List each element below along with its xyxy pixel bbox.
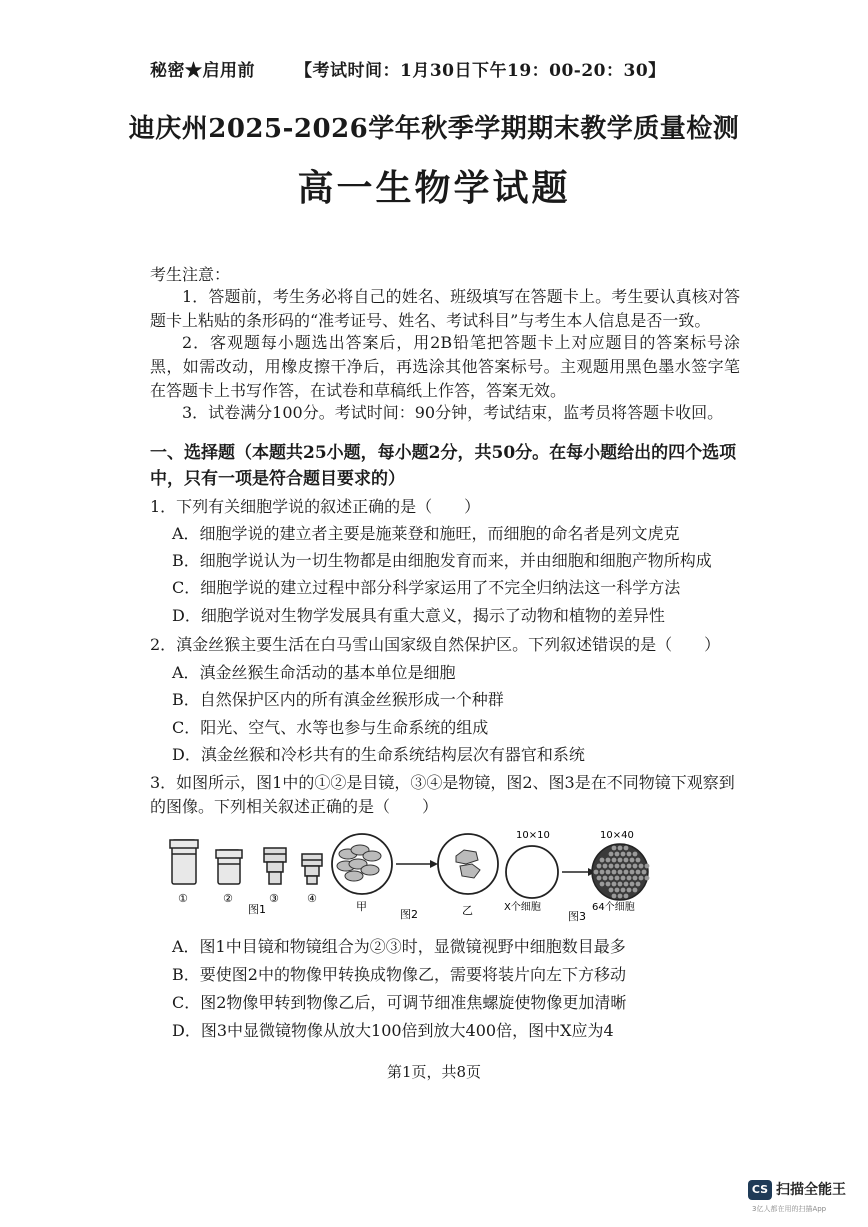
cell-dot [624, 870, 629, 875]
option-d: D．细胞学说对生物学发展具有重大意义，揭示了动物和植物的差异性 [172, 606, 665, 625]
question-stem: 1．下列有关细胞学说的叙述正确的是（ ） [150, 497, 481, 516]
cell-dot [615, 852, 620, 857]
cell-dot [621, 852, 626, 857]
cell-dot [630, 870, 635, 875]
cell-dot [609, 876, 614, 881]
option-a: A．图1中目镜和物镜组合为②③时，显微镜视野中细胞数目最多 [172, 937, 626, 956]
option-b: B．细胞学说认为一切生物都是由细胞发育而来，并由细胞和细胞产物所构成 [172, 551, 712, 570]
cell-dot [624, 846, 629, 851]
notice-item: 1．答题前，考生务必将自己的姓名、班级填写在答题卡上。考生要认真核对答题卡上粘贴的条形码的“准考证号、姓名、考试科目”与考生本人信息是否一致。 [150, 287, 740, 330]
cells-64-label: 64个细胞 [592, 902, 635, 913]
view-yi [438, 834, 498, 894]
option-d: D．图3中显微镜物像从放大100倍到放大400倍，图中X应为4 [172, 1021, 614, 1040]
notice-item: 2．客观题每小题选出答案后，用2B铅笔把答题卡上对应题目的答案标号涂黑，如需改动，用橡皮擦干净后，再选涂其他答案标号。主观题用黑色墨水签字笔在答题卡上书写作答，在试卷和草稿纸上作答，答案无效。 [150, 333, 740, 400]
label-jia: 甲 [356, 900, 367, 913]
option-d: D．滇金丝猴和冷杉共有的生命系统结构层次有器官和系统 [172, 745, 585, 764]
cell-dot [621, 888, 626, 893]
lens-3-label: ③ [269, 892, 279, 905]
cell-dot [612, 894, 617, 899]
cell-dot [603, 876, 608, 881]
question-stem: 3．如图所示，图1中的①②是目镜，③④是物镜，图2、图3是在不同物镜下观察到的图像。下列相关叙述正确的是（ ） [150, 773, 735, 816]
fig1-caption: 图1 [248, 903, 266, 916]
lens-2-label: ② [223, 892, 233, 905]
lens-4-icon [302, 854, 322, 884]
cell-dot [633, 876, 638, 881]
mag-400: 10×40 [600, 830, 634, 841]
label-yi: 乙 [462, 904, 473, 917]
exam-time: 【考试时间：1月30日下午19：00-20：30】 [295, 61, 666, 81]
cell-dot [618, 894, 623, 899]
exam-header [150, 56, 666, 81]
scanner-watermark [748, 1177, 858, 1217]
cell-dot [624, 858, 629, 863]
scanner-name: 扫描全能王 [776, 1182, 846, 1198]
cell-dot [645, 876, 650, 881]
cell-dot [621, 864, 626, 869]
cell-dot [627, 876, 632, 881]
cell-dot [627, 852, 632, 857]
fig3-caption: 图3 [568, 910, 586, 922]
cell-dot [642, 870, 647, 875]
cell-dot [594, 870, 599, 875]
cell-dot [639, 876, 644, 881]
cell-dot [627, 864, 632, 869]
cell-dot [612, 882, 617, 887]
secret-label: 秘密★启用前 [150, 61, 255, 81]
lens-1-icon [170, 840, 198, 884]
mag-100: 10×10 [516, 830, 550, 841]
option-b: B．要使图2中的物像甲转换成物像乙，需要将装片向左下方移动 [172, 965, 626, 984]
cell-dot [645, 864, 650, 869]
option-c: C．阳光、空气、水等也参与生命系统的组成 [172, 718, 489, 737]
option-c: C．图2物像甲转到物像乙后，可调节细准焦螺旋使物像更加清晰 [172, 993, 627, 1012]
lens-3-icon [264, 848, 286, 884]
cell-dot [615, 864, 620, 869]
cell-dot [618, 870, 623, 875]
cell-dot [606, 882, 611, 887]
cell-dot [624, 882, 629, 887]
cell-dot [606, 858, 611, 863]
question-stem: 2．滇金丝猴主要生活在白马雪山国家级自然保护区。下列叙述错误的是（ ） [150, 635, 721, 654]
section-title: 一、选择题（本题共25小题，每小题2分，共50分。在每小题给出的四个选项中，只有一项是符合题目要求的） [150, 443, 737, 489]
cell-dot [600, 882, 605, 887]
lens-4-label: ④ [307, 892, 317, 905]
cell-dot [627, 888, 632, 893]
page-number: 第1页，共8页 [386, 1063, 482, 1081]
cell-dot [636, 882, 641, 887]
scanner-tagline: 3亿人都在用的扫描App [752, 1205, 827, 1213]
cell-dot [609, 864, 614, 869]
cell-dot [636, 858, 641, 863]
cell-dot [609, 888, 614, 893]
lens-2-icon [216, 850, 242, 884]
cell-dot [618, 858, 623, 863]
arrow-head-icon [430, 860, 438, 868]
cell-dot [615, 876, 620, 881]
notice-item: 3．试卷满分100分。考试时间：90分钟，考试结束，监考员将答题卡收回。 [182, 403, 724, 422]
cell-dot [603, 864, 608, 869]
notice-heading: 考生注意： [150, 265, 231, 284]
cell-dot [624, 894, 629, 899]
option-b: B．自然保护区内的所有滇金丝猴形成一个种群 [172, 690, 504, 709]
cell-dot [633, 888, 638, 893]
exam-title: 迪庆州2025-2026学年秋季学期期末教学质量检测 [128, 114, 740, 144]
microscope-figure [160, 826, 660, 922]
cells-x-label: X个细胞 [504, 902, 541, 913]
cell-dot [609, 852, 614, 857]
cell-dot [630, 858, 635, 863]
exam-subject: 高一生物学试题 [297, 167, 571, 209]
option-a: A．滇金丝猴生命活动的基本单位是细胞 [172, 663, 456, 682]
fig2-caption: 图2 [400, 908, 418, 921]
cell-dot [597, 864, 602, 869]
cell-dot [606, 870, 611, 875]
scanner-logo-icon: CS [748, 1180, 772, 1200]
cell-dot [600, 870, 605, 875]
lens-1-label: ① [178, 892, 188, 905]
cell-dot [621, 876, 626, 881]
cell-dot [636, 870, 641, 875]
cell-dot [612, 870, 617, 875]
cell-dot [612, 846, 617, 851]
cell-dot [633, 852, 638, 857]
cell-dot [618, 846, 623, 851]
cell-dot [600, 858, 605, 863]
cell-dot [633, 864, 638, 869]
cell-dot [612, 858, 617, 863]
option-c: C．细胞学说的建立过程中部分科学家运用了不完全归纳法这一科学方法 [172, 578, 681, 597]
cell-dot [630, 882, 635, 887]
option-a: A．细胞学说的建立者主要是施莱登和施旺，而细胞的命名者是列文虎克 [172, 524, 680, 543]
cell-dot [639, 864, 644, 869]
cell-dot [615, 888, 620, 893]
view-100x [506, 846, 558, 898]
cell-dot [597, 876, 602, 881]
cell-dot [618, 882, 623, 887]
